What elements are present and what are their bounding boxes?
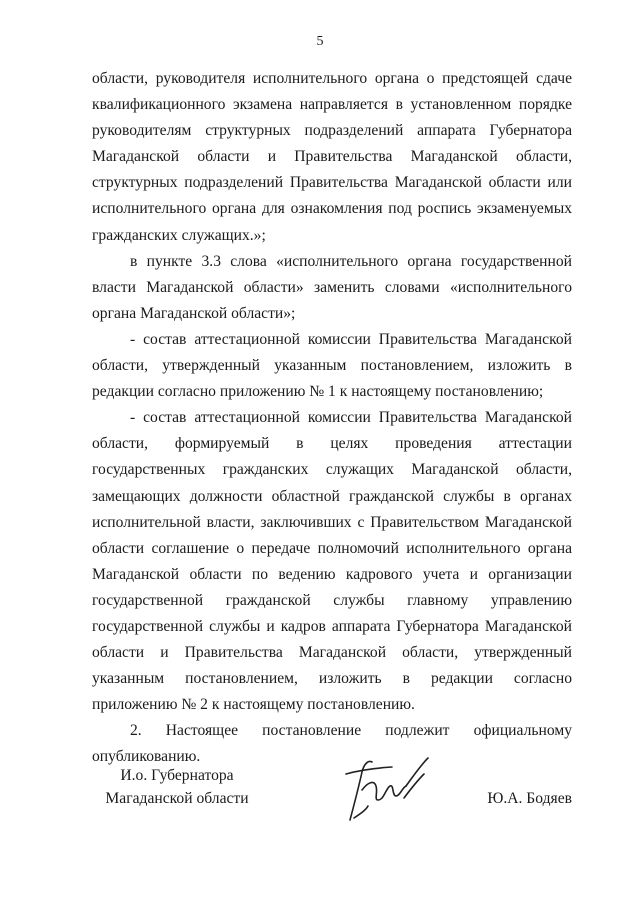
- signatory-title-line2: Магаданской области: [105, 790, 249, 807]
- paragraph-clause-3-3: в пункте 3.3 слова «исполнительного органа государственной власти Магаданской области» заменить словами «исполнительного органа Магаданской области»;: [92, 252, 572, 322]
- signatory-title-line1: И.о. Губернатора: [120, 767, 234, 784]
- page-number: 5: [316, 34, 324, 49]
- signatory-title: [92, 764, 262, 810]
- paragraph-commission-attestation: - состав аттестационной комиссии Правительства Магаданской области, формируемый в целях проведения аттестации государственных гражданских служащих Магаданской области, замещающих должности областной гражданской службы в органах исполнительной власти, заключивших с Правительством Магаданской области соглашение о передаче полномочий исполнительного органа Магаданской области по ведению кадрового учета и организации государственной гражданской службы главному управлению государственной службы и кадров аппарата Губернатора Магаданской области и Правительства Магаданской области, утвержденный указанным постановлением, изложить в редакции согласно приложению № 2 к настоящему постановлению.: [92, 409, 572, 714]
- signature-block: [92, 764, 572, 844]
- signatory-name: Ю.А. Бодяев: [487, 790, 572, 807]
- paragraph-publication: 2. Настоящее постановление подлежит официальному опубликованию.: [92, 722, 572, 766]
- paragraph-commission-composition: - состав аттестационной комиссии Правительства Магаданской области, утвержденный указанным постановлением, изложить в редакции согласно приложению № 1 к настоящему постановлению;: [92, 330, 572, 401]
- paragraph-continuation: области, руководителя исполнительного органа о предстоящей сдаче квалификационного экзамена направляется в установленном порядке руководителям структурных подразделений аппарата Губернатора Магаданской области и Правительства Магаданской области, структурных подразделений Правительства Магаданской области или исполнительного органа для ознакомления под роспись экзаменуемых гражданских служащих.»;: [92, 70, 572, 244]
- document-body: [92, 66, 572, 771]
- handwritten-signature-image: [332, 750, 442, 830]
